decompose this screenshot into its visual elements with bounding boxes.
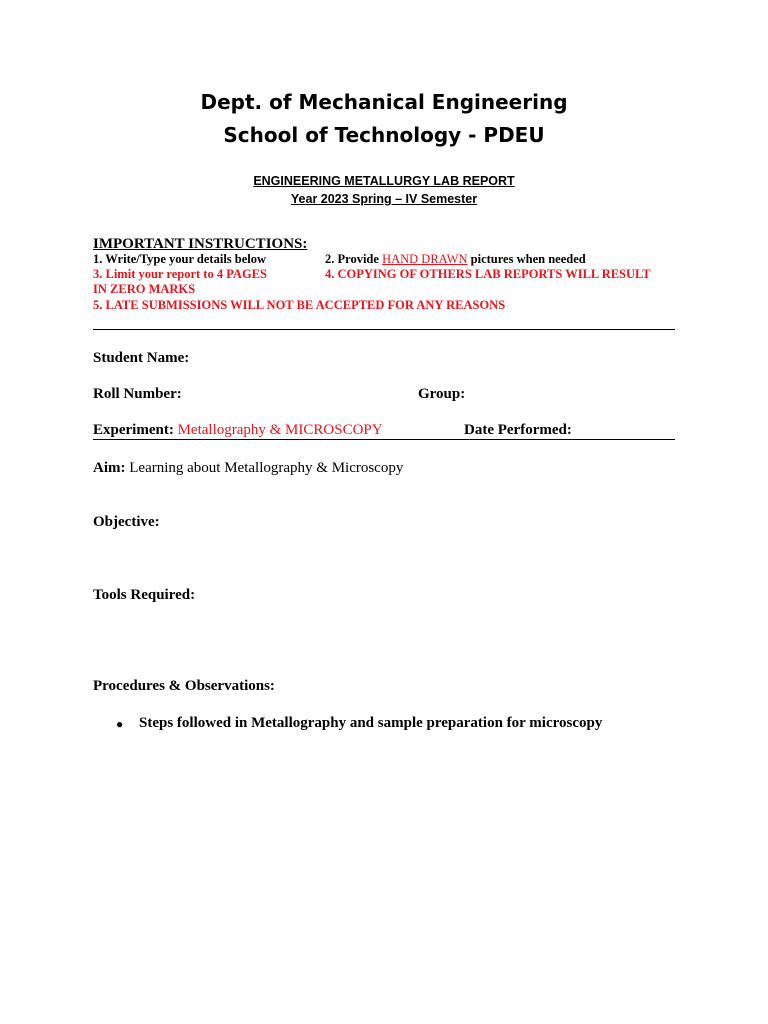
date-performed-label: Date Performed: — [464, 422, 572, 438]
hand-drawn-highlight: HAND DRAWN — [382, 252, 468, 266]
instruction-item-1: 1. Write/Type your details below — [93, 252, 267, 266]
experiment-field — [93, 421, 383, 439]
divider-details — [93, 439, 675, 440]
group-label: Group: — [418, 386, 466, 402]
aim-label: Aim: — [93, 460, 126, 476]
semester-line: Year 2023 Spring – IV Semester — [290, 192, 478, 206]
aim-field — [93, 459, 403, 477]
aim-value: Learning about Metallography & Microscopy — [129, 460, 404, 476]
dept-title: Dept. of Mechanical Engineering — [200, 90, 568, 114]
divider-top — [93, 329, 675, 330]
experiment-label: Experiment: — [93, 422, 174, 438]
instruction-item-4-line1: 4. COPYING OF OTHERS LAB REPORTS WILL RESULT — [325, 267, 651, 281]
procedure-step-1: Steps followed in Metallography and sample preparation for microscopy — [139, 715, 603, 731]
instruction-item-2 — [325, 252, 586, 267]
instruction-item-3: 3. Limit your report to 4 PAGES — [93, 267, 267, 281]
instructions-heading: IMPORTANT INSTRUCTIONS: — [93, 236, 308, 252]
instruction-item-2-suffix: pictures when needed — [467, 252, 586, 266]
roll-number-label: Roll Number: — [93, 386, 182, 402]
instruction-item-5: 5. LATE SUBMISSIONS WILL NOT BE ACCEPTED FOR ANY REASONS — [93, 298, 506, 312]
student-name-label: Student Name: — [93, 350, 190, 366]
instruction-item-4-line2: IN ZERO MARKS — [93, 282, 196, 296]
procedures-label: Procedures & Observations: — [93, 678, 275, 694]
report-title: ENGINEERING METALLURGY LAB REPORT — [253, 174, 515, 188]
school-title: School of Technology - PDEU — [223, 123, 545, 147]
tools-required-label: Tools Required: — [93, 587, 196, 603]
objective-label: Objective: — [93, 514, 160, 530]
experiment-value: Metallography & MICROSCOPY — [177, 422, 383, 438]
instruction-item-2-prefix: 2. Provide — [325, 252, 383, 266]
bullet-icon: ● — [116, 717, 124, 731]
